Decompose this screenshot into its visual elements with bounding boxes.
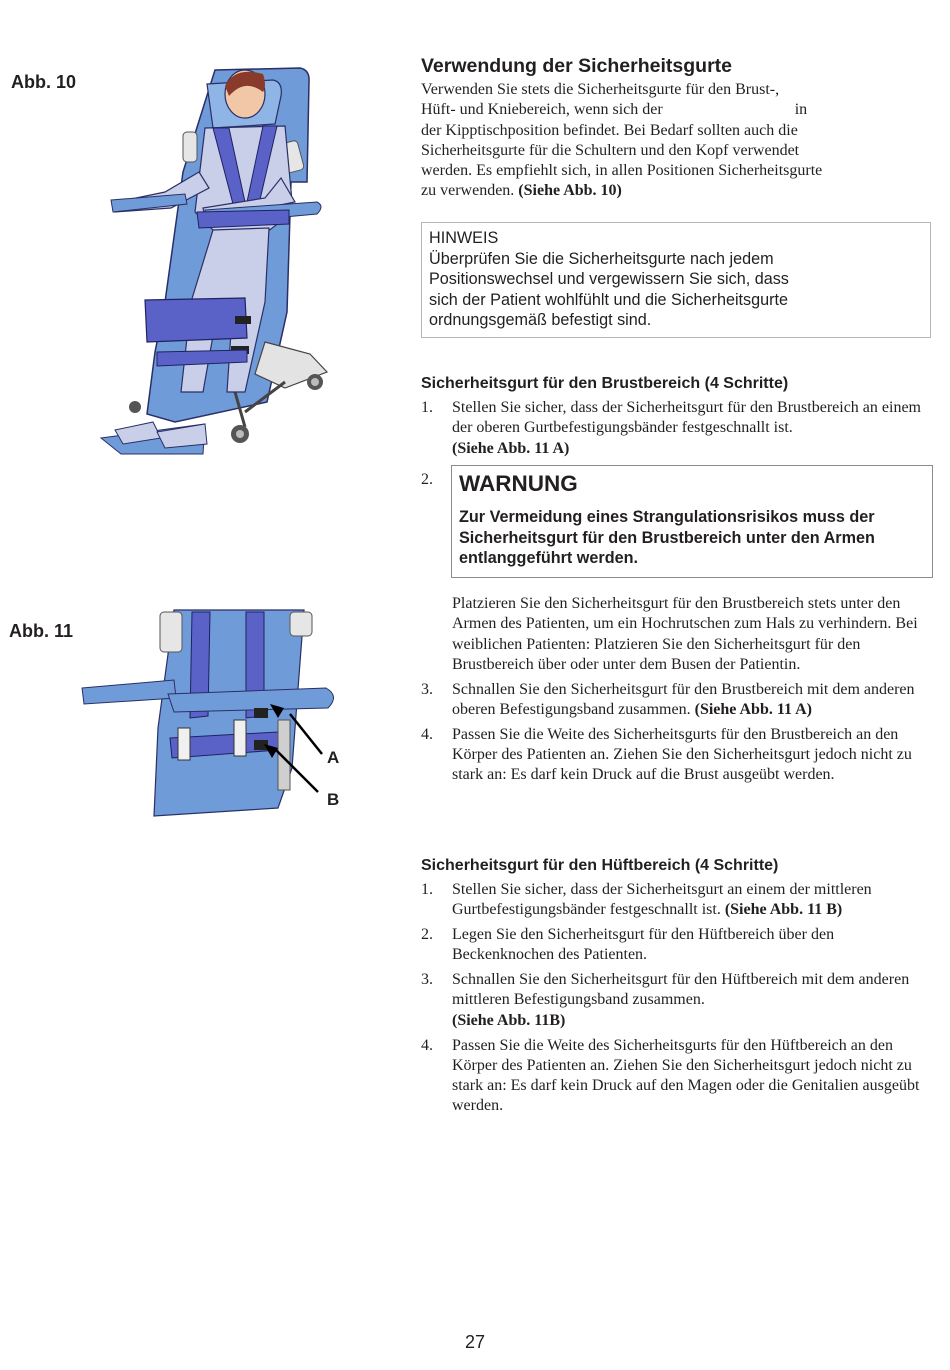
figure-11-marker-b: B [327,790,340,809]
figure-10-illustration [95,62,340,467]
chest-section-cont [421,594,933,790]
chest-step-1: 1. Stellen Sie sicher, dass der Sicherheitsgurt für den Brustbereich an einem der oberen Gurtbefestigungsbänder festgeschnallt ist. (Siehe Abb. 11 A) [421,399,921,457]
figure-10-label: Abb. 10 [11,72,77,92]
chest-step-4: 4. Passen Sie die Weite des Sicherheitsgurts für den Brustbereich an den Körper des Patienten an. Ziehen Sie den Sicherheitsgurt jedoch nicht zu stark an: Es darf kein Druck auf die Brust ausgeübt werden. [421,725,912,784]
hip-step-4: 4. Passen Sie die Weite des Sicherheitsgurts für den Hüftbereich an den Körper des Patienten an. Ziehen Sie den Sicherheitsgurt jedoch nicht zu stark an: Es darf kein Druck auf den Magen oder die Genitalien ausgeübt werden. [421,1036,920,1115]
hip-step-2: 2. Legen Sie den Sicherheitsgurt für den Hüftbereich über den Beckenknochen des Patienten. [421,926,835,964]
intro-paragraph: Verwenden Sie stets die Sicherheitsgurte für den Brust-, Hüft- und Kniebereich, wenn sich der in der Kipptischposition befindet. Bei Bedarf sollten auch die Sicherheitsgurte für die Schultern und den Kopf verwendet werden. Es empfiehlt sich, in allen Positionen Sicherheitsgurte zu verwenden. (Siehe Abb. 10) [421,81,823,200]
chest-step-2: Platzieren Sie den Sicherheitsgurt für den Brustbereich stets unter den Armen des Patienten, um ein Hochrutschen zum Hals zu verhindern. Bei weiblichen Patienten: Platzieren Sie den Sicherheitsgurt für den Brustbereich über oder unter dem Busen der Patientin. [452,595,918,673]
chest-step-3: 3. Schnallen Sie den Sicherheitsgurt für den Brustbereich mit dem anderen oberen Befestigungsband zusammen. (Siehe Abb. 11 A) [421,680,915,718]
figure-11-marker-a: A [327,748,340,767]
intro-section [421,54,933,202]
chest-heading: Sicherheitsgurt für den Brustbereich (4 Schritte) [421,375,789,392]
hip-step-3: 3. Schnallen Sie den Sicherheitsgurt für den Hüftbereich mit dem anderen mittleren Befestigungsband zusammen. (Siehe Abb. 11B) [421,971,910,1029]
hip-heading: Sicherheitsgurt für den Hüftbereich (4 Schritte) [421,857,779,874]
intro-reference: (Siehe Abb. 10) [518,182,622,200]
section-heading: Verwendung der Sicherheitsgurte [421,55,732,77]
chest-step-2-number: 2. [421,471,433,488]
note-title: HINWEIS [429,229,499,247]
hip-step-1: 1. Stellen Sie sicher, dass der Sicherheitsgurt an einem der mittleren Gurtbefestigungsbänder festgeschnallt ist. (Siehe Abb. 11 B) [421,881,872,919]
note-text: Überprüfen Sie die Sicherheitsgurte nach jedem Positionswechsel und vergewissern Sie sich, dass sich der Patient wohlfühlt und die Sicherheitsgurte ordnungsgemäß befestigt sind. [429,249,789,329]
warning-title: WARNUNG [459,471,578,496]
figure-11-label: Abb. 11 [9,621,74,641]
page-number: 27 [464,1332,486,1352]
warning-text: Zur Vermeidung eines Strangulationsrisikos muss der Sicherheitsgurt für den Brustbereich unter den Armen entlanggeführt werden. [459,508,875,567]
warning-box [451,465,933,578]
figure-11-illustration [78,608,348,818]
note-box [421,222,931,338]
hip-section [421,856,933,1121]
chest-section [421,374,933,463]
